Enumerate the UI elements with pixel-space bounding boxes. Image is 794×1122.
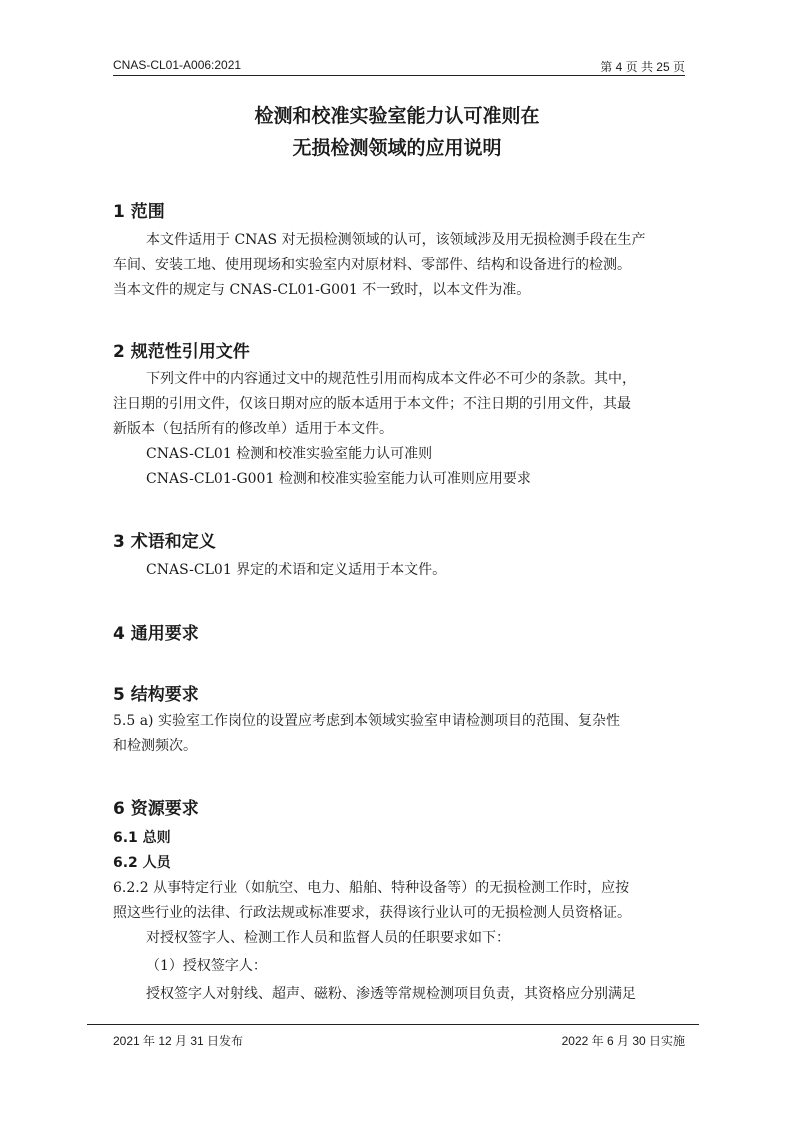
section-heading-resource-requirements: 6 资源要求 xyxy=(113,799,199,819)
reference-item: CNAS-CL01-G001 检测和校准实验室能力认可准则应用要求 xyxy=(146,471,531,487)
section-heading-normative-references: 2 规范性引用文件 xyxy=(113,342,250,362)
paragraph-line: CNAS-CL01 界定的术语和定义适用于本文件。 xyxy=(146,562,447,578)
effective-date: 2022 年 6 月 30 日实施 xyxy=(561,1034,685,1048)
paragraph-line: 对授权签字人、检测工作人员和监督人员的任职要求如下： xyxy=(146,930,510,946)
paragraph-line: 注日期的引用文件，仅该日期对应的版本适用于本文件；不注日期的引用文件，其最 xyxy=(113,396,631,412)
list-item: （1）授权签字人： xyxy=(146,958,267,974)
paragraph-line: 本文件适用于 CNAS 对无损检测领域的认可，该领域涉及用无损检测手段在生产 xyxy=(146,232,646,248)
document-title-line-2: 无损检测领域的应用说明 xyxy=(292,137,502,159)
paragraph-line: 授权签字人对射线、超声、磁粉、渗透等常规检测项目负责，其资格应分别满足 xyxy=(146,986,636,1002)
paragraph-line: 下列文件中的内容通过文中的规范性引用而构成本文件必不可少的条款。其中， xyxy=(146,371,636,387)
footer-divider xyxy=(87,1024,699,1025)
paragraph-line: 照这些行业的法律、行政法规或标准要求，获得该行业认可的无损检测人员资格证。 xyxy=(113,905,631,921)
paragraph-line: 当本文件的规定与 CNAS-CL01-G001 不一致时，以本文件为准。 xyxy=(113,282,531,298)
section-heading-structural-requirements: 5 结构要求 xyxy=(113,685,199,705)
page-number: 第 4 页 共 25 页 xyxy=(600,60,685,74)
paragraph-line: 和检测频次。 xyxy=(113,738,197,754)
document-code: CNAS-CL01-A006:2021 xyxy=(113,58,242,72)
section-heading-terms: 3 术语和定义 xyxy=(113,532,216,552)
subsection-heading-personnel: 6.2 人员 xyxy=(113,855,171,871)
document-title-line-1: 检测和校准实验室能力认可准则在 xyxy=(254,105,540,127)
section-heading-general-requirements: 4 通用要求 xyxy=(113,624,199,644)
paragraph-line: 车间、安装工地、使用现场和实验室内对原材料、零部件、结构和设备进行的检测。 xyxy=(113,257,631,273)
subsection-heading-general: 6.1 总则 xyxy=(113,830,171,846)
issue-date: 2021 年 12 月 31 日发布 xyxy=(113,1034,244,1048)
section-heading-scope: 1 范围 xyxy=(113,202,165,222)
header-divider xyxy=(113,75,685,76)
reference-item: CNAS-CL01 检测和校准实验室能力认可准则 xyxy=(146,446,433,462)
page-header xyxy=(113,56,685,76)
paragraph-line: 6.2.2 从事特定行业（如航空、电力、船舶、特种设备等）的无损检测工作时，应按 xyxy=(113,880,630,896)
paragraph-line: 新版本（包括所有的修改单）适用于本文件。 xyxy=(113,421,393,437)
paragraph-line: 5.5 a) 实验室工作岗位的设置应考虑到本领域实验室申请检测项目的范围、复杂性 xyxy=(113,713,620,729)
